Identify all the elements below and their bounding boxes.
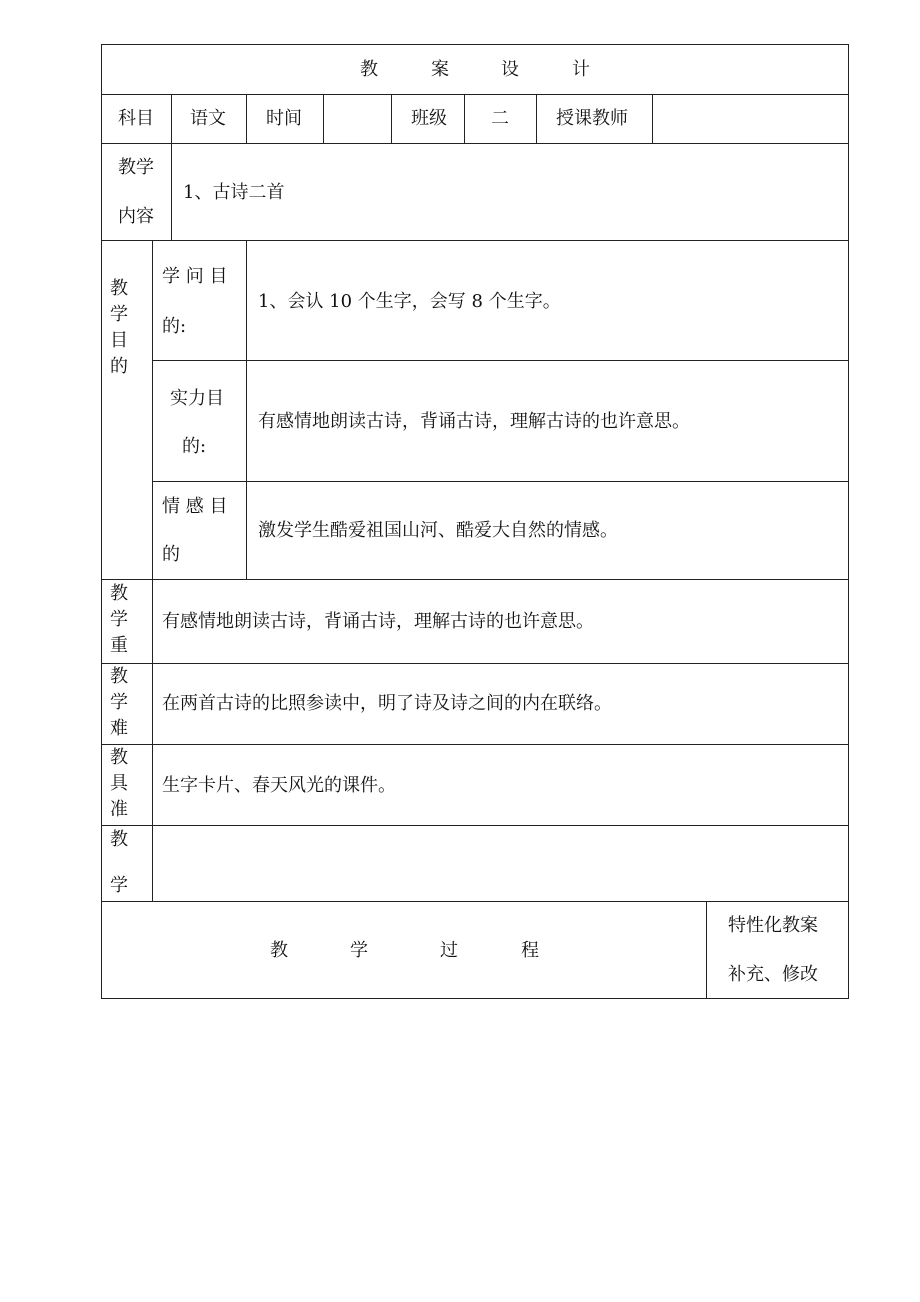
content-value: 1、古诗二首 — [183, 182, 285, 203]
objectives-label-char-1: 教 — [110, 278, 128, 299]
aids-label-char-3: 准 — [110, 799, 128, 820]
rule-hdr-5 — [464, 94, 465, 144]
process-title-char-1: 教 — [270, 940, 288, 961]
rule-ability-bottom — [152, 481, 849, 482]
rule-teaching-bottom — [101, 901, 849, 902]
rule-objectives-bottom — [101, 579, 849, 580]
rule-difficulties-bottom — [101, 744, 849, 745]
rule-bottom — [101, 998, 849, 999]
objectives-label-char-4: 的 — [110, 356, 128, 377]
process-title-char-3: 过 — [440, 940, 458, 961]
rule-keypoints-bottom — [101, 663, 849, 664]
rule-content-bottom — [101, 240, 849, 241]
keypoints-value: 有感情地朗读古诗，背诵古诗，理解古诗的也许意思。 — [162, 611, 594, 632]
title-char-2: 案 — [431, 59, 449, 80]
rule-header-bottom — [101, 143, 849, 144]
rule-aids-bottom — [101, 825, 849, 826]
time-label: 时间 — [266, 108, 302, 129]
rule-lower-divider — [152, 579, 153, 902]
aids-label-char-1: 教 — [110, 747, 128, 768]
rule-process-divider — [706, 901, 707, 999]
teaching-label-char-2: 学 — [110, 875, 128, 896]
process-title-char-4: 程 — [521, 940, 539, 961]
keypoints-label-char-1: 教 — [110, 583, 128, 604]
teacher-label: 授课教师 — [556, 108, 628, 129]
title-char-1: 教 — [360, 59, 378, 80]
rule-hdr-4 — [391, 94, 392, 144]
content-label-line-2: 内容 — [118, 206, 154, 227]
rule-hdr-2 — [246, 94, 247, 144]
difficulties-label-char-2: 学 — [110, 692, 128, 713]
rule-top — [101, 44, 849, 45]
rule-content-divider — [171, 143, 172, 241]
class-value: 二 — [491, 108, 509, 129]
process-side-line-2: 补充、修改 — [728, 964, 818, 985]
process-title-char-2: 学 — [350, 940, 368, 961]
rule-hdr-6 — [536, 94, 537, 144]
subject-label: 科目 — [118, 108, 154, 129]
teaching-label-char-1: 教 — [110, 829, 128, 850]
title-char-3: 设 — [501, 59, 519, 80]
rule-hdr-3 — [323, 94, 324, 144]
rule-left — [101, 44, 102, 999]
rule-knowledge-bottom — [152, 360, 849, 361]
rule-hdr-1 — [171, 94, 172, 144]
emotion-label-line-2: 的 — [162, 544, 180, 565]
difficulties-label-char-1: 教 — [110, 666, 128, 687]
rule-right — [848, 44, 849, 999]
objectives-label-char-2: 学 — [110, 304, 128, 325]
rule-title-bottom — [101, 94, 849, 95]
knowledge-label-line-1: 学 问 目 — [162, 266, 228, 287]
aids-label-char-2: 具 — [110, 773, 128, 794]
knowledge-label-line-2: 的: — [162, 316, 187, 337]
keypoints-label-char-2: 学 — [110, 609, 128, 630]
aids-value: 生字卡片、春天风光的课件。 — [162, 775, 396, 796]
ability-label-line-2: 的: — [182, 436, 207, 457]
rule-hdr-7 — [652, 94, 653, 144]
content-label-line-1: 教学 — [118, 157, 154, 178]
emotion-value: 激发学生酷爱祖国山河、酷爱大自然的情感。 — [258, 520, 618, 541]
rule-obj-outer — [152, 240, 153, 580]
rule-obj-inner — [246, 240, 247, 580]
title-char-4: 计 — [572, 59, 590, 80]
knowledge-value: 1、会认 10 个生字，会写 8 个生字。 — [258, 291, 561, 312]
difficulties-value: 在两首古诗的比照参读中，明了诗及诗之间的内在联络。 — [162, 693, 612, 714]
difficulties-label-char-3: 难 — [110, 718, 128, 739]
emotion-label-line-1: 情 感 目 — [162, 496, 228, 517]
class-label: 班级 — [411, 108, 447, 129]
ability-label-line-1: 实力目 — [170, 388, 224, 409]
ability-value: 有感情地朗读古诗，背诵古诗，理解古诗的也许意思。 — [258, 411, 690, 432]
process-side-line-1: 特性化教案 — [728, 915, 818, 936]
subject-value: 语文 — [190, 108, 226, 129]
keypoints-label-char-3: 重 — [110, 635, 128, 656]
objectives-label-char-3: 目 — [110, 330, 128, 351]
